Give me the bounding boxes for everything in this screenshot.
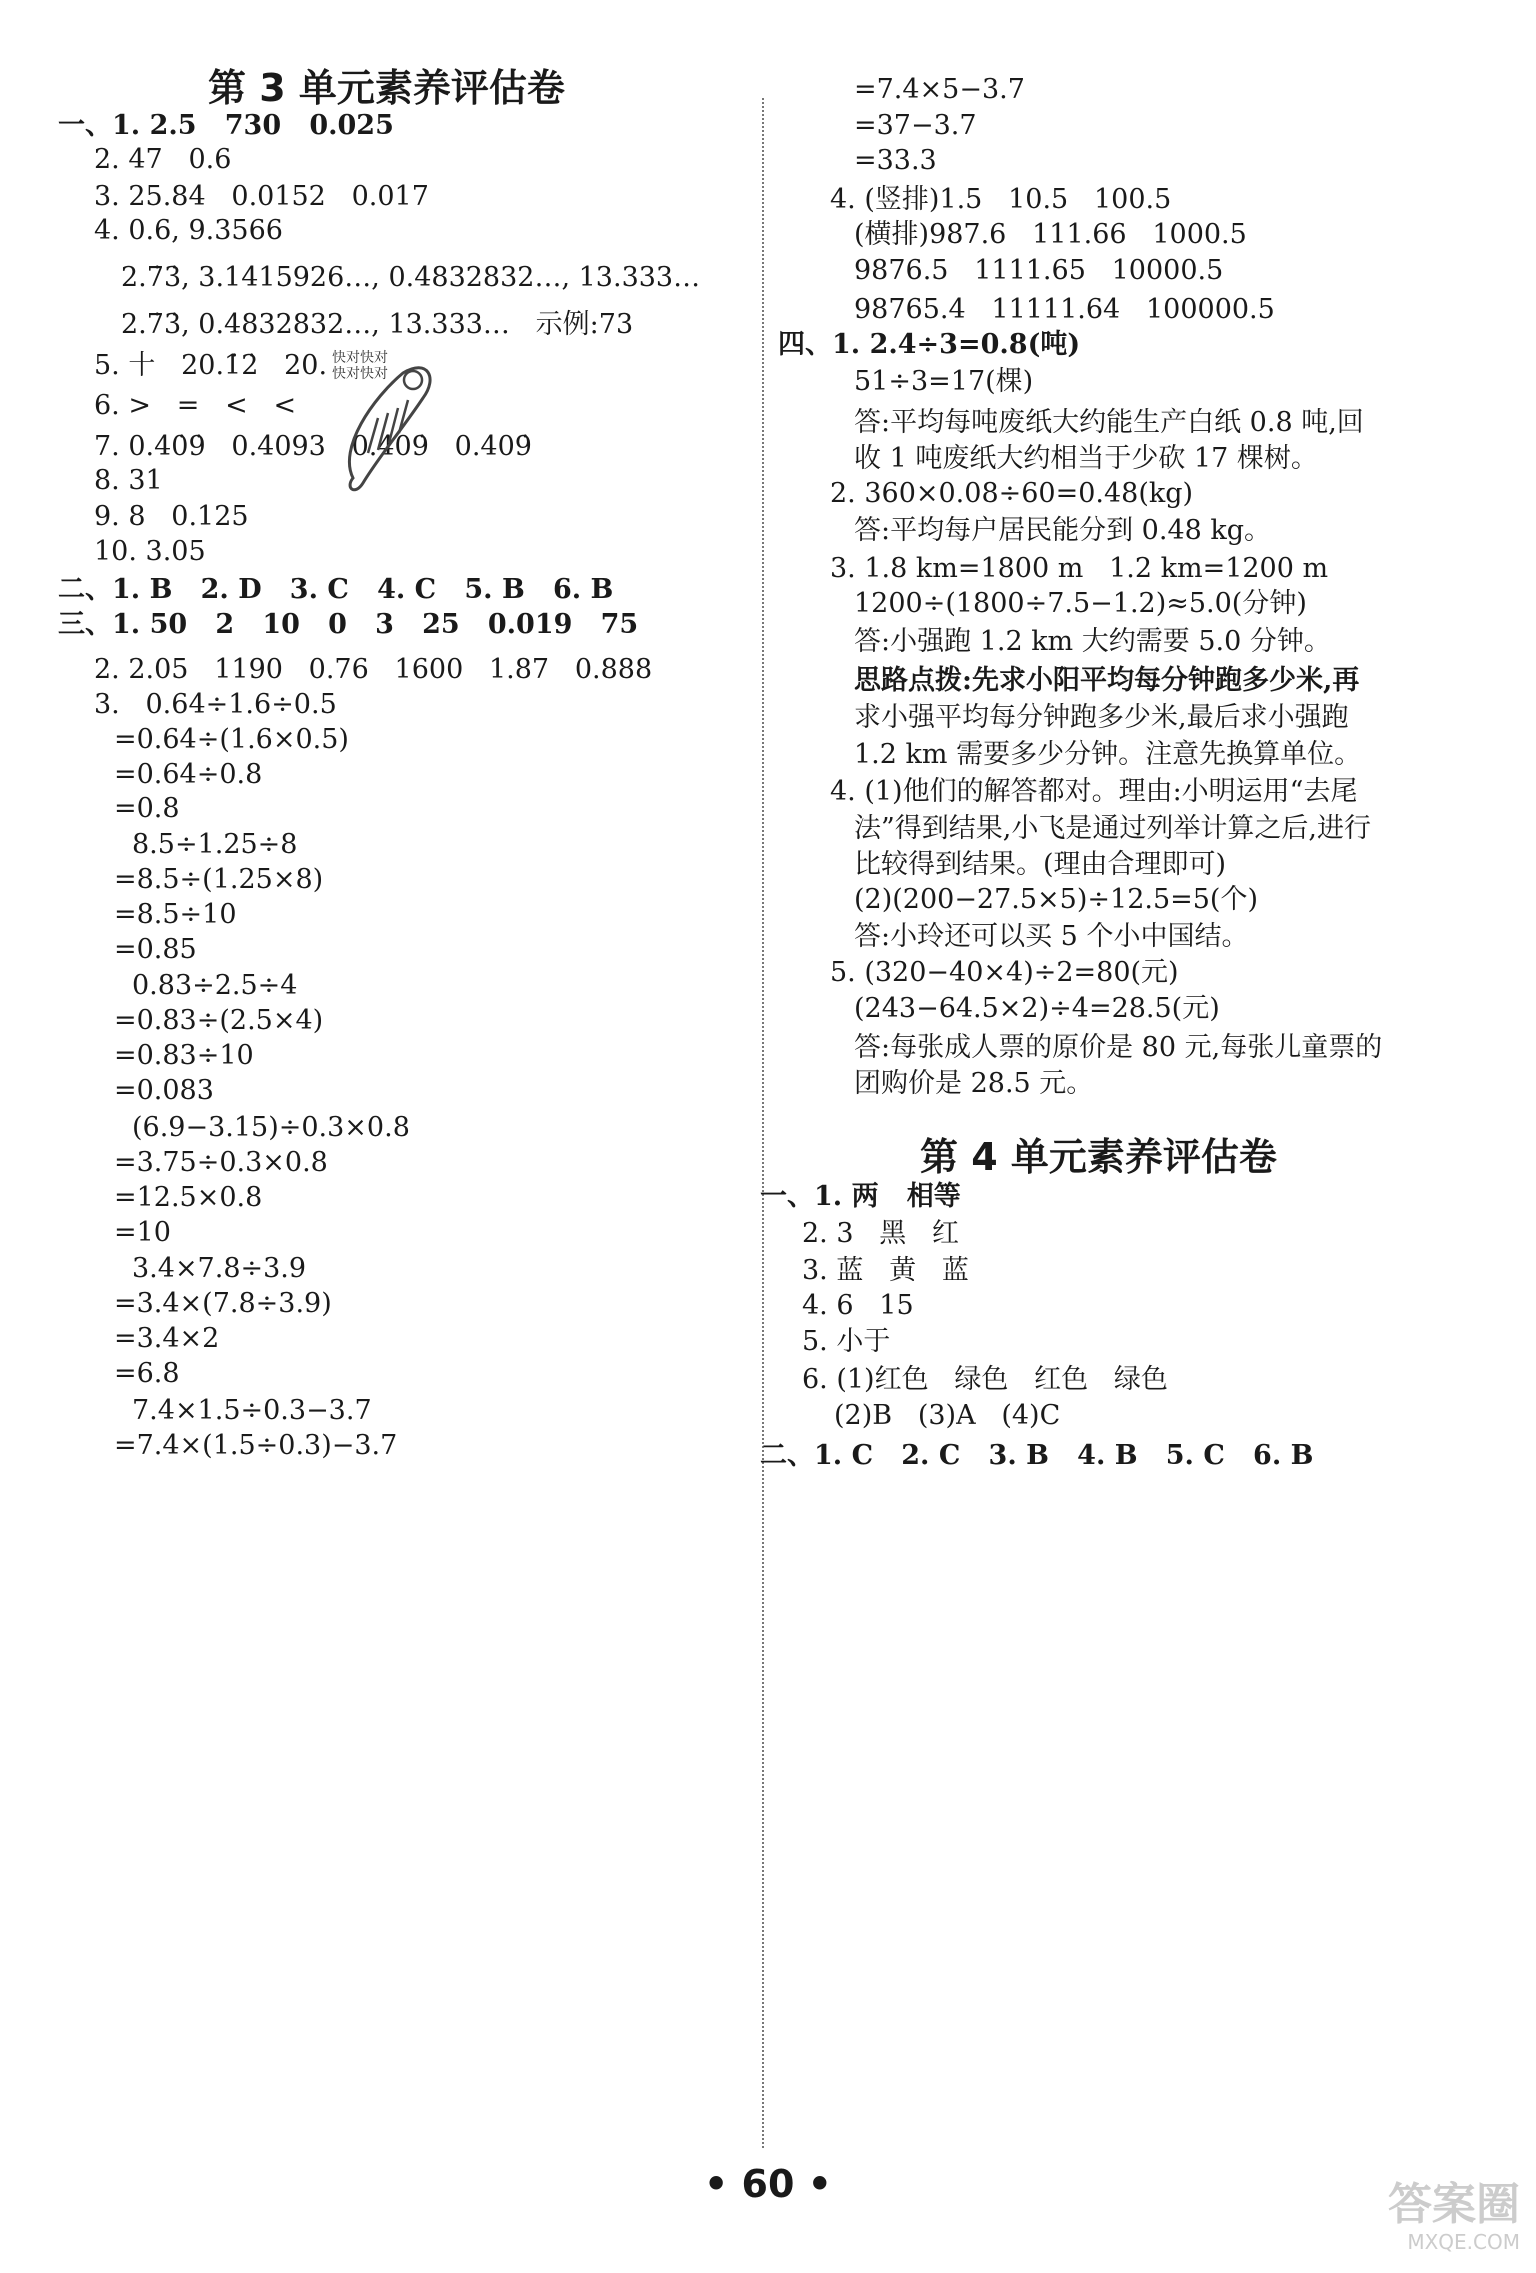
calc-step: =3.75÷0.3×0.8: [114, 1147, 328, 1178]
answer-line: 3. 0.64÷1.6÷0.5: [94, 689, 337, 720]
watermark-logo: [1320, 2180, 1520, 2260]
answer-line: 8. 31: [94, 465, 163, 496]
calc-step: =0.85: [114, 934, 197, 965]
answer-line: 1200÷(1800÷7.5−1.2)≈5.0(分钟): [854, 588, 1307, 619]
answer-text: 答:小玲还可以买 5 个小中国结。: [854, 921, 1249, 952]
calc-step: =8.5÷(1.25×8): [114, 864, 324, 895]
calc-step: =0.083: [114, 1075, 214, 1106]
answer-line: 5. 小于: [802, 1326, 891, 1357]
calc-step: (6.9−3.15)÷0.3×0.8: [132, 1112, 410, 1143]
watermark-text: 答案圈: [1388, 2179, 1520, 2230]
answer-text: 比较得到结果。(理由合理即可): [854, 849, 1227, 880]
calc-step: =12.5×0.8: [114, 1182, 263, 1213]
calc-step: 0.83÷2.5÷4: [132, 970, 298, 1001]
section-title-unit3: 第 3 单元素养评估卷: [208, 66, 565, 110]
answer-text: 答:平均每户居民能分到 0.48 kg。: [854, 515, 1272, 546]
answer-line: 二、1. B 2. D 3. C 4. C 5. B 6. B: [58, 574, 614, 605]
calc-step: =0.64÷0.8: [114, 759, 263, 790]
answer-line: (横排)987.6 111.66 1000.5: [854, 219, 1247, 250]
calc-step: =8.5÷10: [114, 899, 237, 930]
answer-line: 2. 3 黑 红: [802, 1218, 960, 1249]
answer-line: 一、1. 两 相等: [760, 1181, 961, 1212]
answer-line: 5. 十 20.1̇2̇ 20.: [94, 350, 328, 381]
handwritten-scribble-icon: [333, 358, 443, 498]
answer-line: 9. 8 0.125: [94, 501, 249, 532]
column-divider: [762, 98, 764, 2148]
calc-step: =0.83÷(2.5×4): [114, 1005, 324, 1036]
calc-step: =7.4×5−3.7: [854, 74, 1025, 105]
calc-step: =6.8: [114, 1358, 180, 1389]
answer-line: 三、1. 50 2 10 0 3 25 0.019 75: [58, 609, 639, 640]
answer-line: (243−64.5×2)÷4=28.5(元): [854, 993, 1220, 1024]
watermark-url: MXQE.COM: [1407, 2230, 1520, 2254]
answer-line: 7. 0.40̇9̇ 0.4093 0.4̇09̇ 0.409̇: [94, 431, 532, 462]
answer-text: 答:每张成人票的原价是 80 元,每张儿童票的: [854, 1032, 1383, 1063]
calc-step: =3.4×2: [114, 1323, 220, 1354]
answer-line: 2.7̇3̇, 0.4832832…, 13.333… 示例:73: [121, 309, 634, 340]
answer-line: 二、1. C 2. C 3. B 4. B 5. C 6. B: [760, 1440, 1314, 1471]
answer-line: 98765.4 11111.64 100000.5: [854, 294, 1275, 325]
answer-line: 四、1. 2.4÷3=0.8(吨): [778, 329, 1081, 360]
answer-line: 9876.5 1111.65 10000.5: [854, 255, 1224, 286]
calc-step: =7.4×(1.5÷0.3)−3.7: [114, 1430, 398, 1461]
answer-line: 3. 1.8 km=1800 m 1.2 km=1200 m: [830, 553, 1329, 584]
calc-step: =0.8: [114, 793, 180, 824]
answer-line: 2. 2.05 1190 0.76 1600 1.87 0.888: [94, 654, 653, 685]
answer-line: 6. (1)红色 绿色 红色 绿色: [802, 1364, 1168, 1395]
answer-line: (2)B (3)A (4)C: [834, 1400, 1061, 1431]
answer-text: 答:平均每吨废纸大约能生产白纸 0.8 吨,回: [854, 407, 1364, 438]
answer-line: 51÷3=17(棵): [854, 366, 1034, 397]
answer-text: 答:小强跑 1.2 km 大约需要 5.0 分钟。: [854, 626, 1331, 657]
answer-line: 4. 6 15: [802, 1290, 914, 1321]
answer-line: (2)(200−27.5×5)÷12.5=5(个): [854, 884, 1258, 915]
calc-step: =37−3.7: [854, 110, 977, 141]
calc-step: =0.64÷(1.6×0.5): [114, 724, 349, 755]
calc-step: 7.4×1.5÷0.3−3.7: [132, 1395, 372, 1426]
answer-text: 收 1 吨废纸大约相当于少砍 17 棵树。: [854, 443, 1318, 474]
answer-line: 一、1. 2.5 730 0.025: [58, 110, 394, 141]
calc-step: 3.4×7.8÷3.9: [132, 1253, 307, 1284]
calc-step: =10: [114, 1217, 171, 1248]
answer-line: 4. 0.6, 9.3566: [94, 215, 283, 246]
answer-line: 10. 3.05: [94, 536, 206, 567]
answer-line: 4. (1)他们的解答都对。理由:小明运用“去尾: [830, 776, 1358, 807]
answer-line: 5. (320−40×4)÷2=80(元): [830, 957, 1179, 988]
answer-text: 团购价是 28.5 元。: [854, 1068, 1094, 1099]
page-number: • 60 •: [704, 2162, 832, 2206]
answer-line: 2. 47 0.6: [94, 144, 232, 175]
answer-line: 4. (竖排)1.5 10.5 100.5: [830, 184, 1172, 215]
answer-line: 6. > = < <: [94, 390, 297, 421]
calc-step: 8.5÷1.25÷8: [132, 829, 298, 860]
answer-line: 2.7̇3̇, 3.1415926…, 0.4832832…, 13.333…: [121, 262, 701, 293]
hint-text: 思路点拨:先求小阳平均每分钟跑多少米,再: [854, 665, 1360, 696]
hint-text: 1.2 km 需要多少分钟。注意先换算单位。: [854, 739, 1362, 770]
hint-text: 求小强平均每分钟跑多少米,最后求小强跑: [854, 702, 1349, 733]
calc-step: =0.83÷10: [114, 1040, 254, 1071]
section-title-unit4: 第 4 单元素养评估卷: [920, 1135, 1277, 1179]
answer-line: 3. 25.84 0.0152 0.017: [94, 181, 429, 212]
calc-step: =3.4×(7.8÷3.9): [114, 1288, 332, 1319]
answer-line: 2. 360×0.08÷60=0.48(kg): [830, 478, 1194, 509]
calc-step: =33.3: [854, 145, 937, 176]
answer-text: 法”得到结果,小飞是通过列举计算之后,进行: [854, 813, 1371, 844]
answer-line: 3. 蓝 黄 蓝: [802, 1255, 969, 1286]
scribble-note: 快对快对 快对快对: [332, 350, 388, 382]
